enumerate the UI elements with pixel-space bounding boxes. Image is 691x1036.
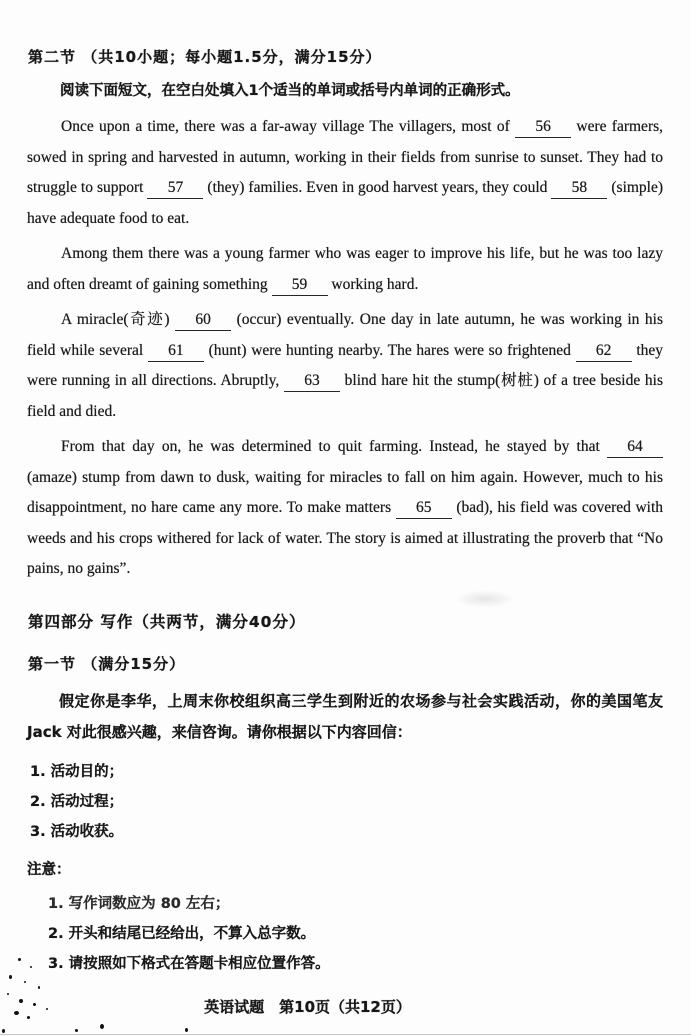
notice-item-1: 1. 写作词数应为 80 左右；: [48, 895, 230, 912]
scan-speck: [7, 993, 9, 995]
passage-paragraph-4: [27, 432, 663, 585]
text-segment: were farmers, sowed in spring and harvested in autumn, working in their fields from sunrise to sunset. They had to struggle to support: [27, 118, 664, 196]
scan-speck: [18, 958, 21, 961]
scan-speck: [24, 981, 26, 983]
text-segment: Among them there was a young farmer who was eager to improve his life, but he was too lazy and often dreamt of gaining something: [27, 245, 663, 293]
blank-61: 61: [148, 341, 204, 362]
blank-65: 65: [396, 498, 452, 519]
text-segment: working hard.: [331, 275, 419, 293]
section-2-instruction: 阅读下面短文，在空白处填入1个适当的单词或括号内单词的正确形式。: [60, 83, 520, 99]
scan-speck: [38, 986, 40, 989]
writing-point-3: 3. 活动收获。: [30, 823, 124, 840]
blank-58: 58: [551, 178, 607, 199]
scan-smudge: [455, 590, 515, 608]
text-segment: From that day on, he was determined to quit farming. Instead, he stayed by that: [61, 438, 600, 455]
scan-speck: [27, 1016, 30, 1019]
scan-speck: [100, 1024, 104, 1029]
section-4-heading: 第四部分 写作（共两节，满分40分）: [28, 612, 306, 631]
scan-speck: [185, 1028, 188, 1032]
notice-item-2: 2. 开头和结尾已经给出，不算入总字数。: [48, 925, 316, 942]
text-segment: (they) families. Even in good harvest years, they could: [207, 179, 548, 196]
text-segment: (hunt) were hunting nearby. The hares were so frightened: [208, 341, 571, 359]
writing-prompt: 假定你是李华，上周末你校组织高三学生到附近的农场参与社会实践活动，你的美国笔友 Jack 对此很感兴趣，来信咨询。请你根据以下内容回信：: [27, 691, 663, 741]
section-2-heading: 第二节 （共10小题；每小题1.5分，满分15分）: [28, 48, 382, 66]
text-segment: (bad), his field was covered with weeds and his crops withered for lack of water. The story is aimed at illustrating the proverb that “No pains, no gains”.: [27, 499, 664, 577]
text-segment: A miracle(奇迹): [61, 311, 170, 328]
blank-62: 62: [576, 341, 632, 362]
passage-paragraph-1: [27, 112, 663, 234]
blank-63: 63: [284, 371, 340, 392]
writing-point-1: 1. 活动目的；: [30, 763, 124, 780]
text-segment: (occur) eventually. One day in late autumn, he was working in his field while several: [27, 311, 663, 359]
writing-point-2: 2. 活动过程；: [30, 793, 124, 810]
text-segment: (simple) have adequate food to eat.: [27, 179, 664, 227]
passage-paragraph-2: [27, 239, 663, 300]
passage-paragraph-3: [27, 305, 663, 427]
text-segment: Once upon a time, there was a far-away village The villagers, most of: [61, 118, 510, 135]
notice-label: 注意：: [27, 861, 71, 878]
text-segment: blind hare hit the stump(树桩) of a tree beside his field and died.: [27, 372, 663, 420]
page-footer: 英语试题 第10页（共12页）: [204, 998, 411, 1016]
writing-points-list: [30, 757, 663, 847]
text-segment: (amaze) stump from dawn to dusk, waiting for miracles to fall on him again. However, much to his disappointment, no hare came any more. To make matters: [27, 468, 663, 516]
scan-speck: [75, 1029, 78, 1032]
section-4-part-1-heading: 第一节 （满分15分）: [28, 654, 186, 673]
scan-speck: [33, 1003, 36, 1006]
blank-59: 59: [272, 275, 328, 296]
notice-item-3: 3. 请按照如下格式在答题卡相应位置作答。: [48, 955, 330, 972]
scan-speck: [2, 1029, 5, 1033]
scan-speck: [14, 1011, 19, 1015]
text-segment: they were running in all directions. Abruptly,: [27, 341, 663, 389]
blank-56: 56: [515, 117, 571, 138]
notice-list: [48, 889, 663, 979]
scan-speck: [19, 999, 23, 1003]
blank-57: 57: [147, 178, 203, 199]
scan-speck: [46, 1008, 48, 1010]
scan-speck: [30, 966, 32, 968]
blank-64: 64: [607, 437, 663, 458]
blank-60: 60: [175, 310, 231, 331]
scan-speck: [9, 975, 12, 979]
scan-edge-line: [0, 1034, 691, 1035]
